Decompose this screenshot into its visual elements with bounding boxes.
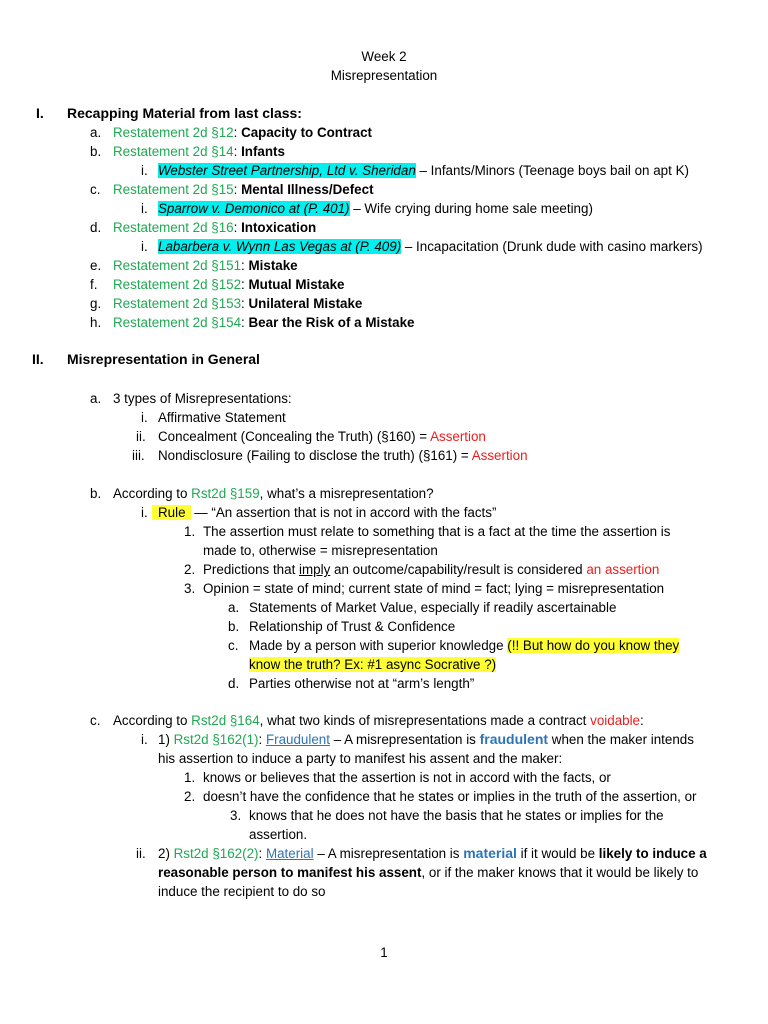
item-text: Statements of Market Value, especially if readily ascertainable <box>249 600 617 615</box>
list-marker: b. <box>228 619 240 634</box>
item-text: doesn’t have the confidence that he states or implies in the truth of the assertion, or <box>203 789 697 804</box>
bold-term: material <box>463 845 517 861</box>
list-marker: a. <box>228 600 240 615</box>
list-marker: 1. <box>184 770 196 785</box>
material-link[interactable]: Material <box>265 846 314 861</box>
case-note: – Wife crying during home sale meeting) <box>349 201 593 216</box>
list-marker: ii. <box>136 846 146 861</box>
text: According to <box>113 713 192 728</box>
recap-title: Capacity to Contract <box>241 125 373 140</box>
item-text: Made by a person with superior knowledge <box>249 638 508 653</box>
rule-text: — “An assertion that is not in accord with the facts” <box>190 505 497 520</box>
list-marker: ii. <box>136 429 146 444</box>
item-text: Opinion = state of mind; current state of mind = fact; lying = misrepresentation <box>203 581 665 596</box>
text: , what’s a misrepresentation? <box>259 486 434 501</box>
underlined-word: imply <box>299 562 331 577</box>
restatement-ref: Restatement 2d §154 <box>113 315 242 330</box>
item-text: knows that he does not have the basis that he states or implies for the <box>249 808 664 823</box>
item-text: induce the recipient to do so <box>158 884 326 899</box>
restatement-ref: Restatement 2d §15 <box>113 182 234 197</box>
week-heading: Week 2 <box>361 49 407 64</box>
list-marker: 1. <box>184 524 196 539</box>
list-marker: 3. <box>230 808 242 823</box>
recap-title: Unilateral Mistake <box>248 296 363 311</box>
list-marker: iii. <box>132 448 145 463</box>
list-marker: i. <box>141 732 148 747</box>
highlighted-note: (!! But how do you know they <box>507 638 680 653</box>
list-marker: c. <box>90 713 101 728</box>
case-name: Sparrow v. Demonico at (P. 401) <box>158 201 350 216</box>
list-marker: 2. <box>184 562 196 577</box>
voidable-tag: voidable <box>590 713 641 728</box>
list-marker: h. <box>90 315 102 330</box>
assertion-tag: an assertion <box>586 562 660 577</box>
recap-title: Mental Illness/Defect <box>241 182 374 197</box>
restatement-ref: Restatement 2d §12 <box>113 125 234 140</box>
restatement-ref: Rst2d §159 <box>191 486 260 501</box>
case-note: – Infants/Minors (Teenage boys bail on apt K) <box>415 163 689 178</box>
restatement-ref: Rst2d §162(2) <box>173 846 259 861</box>
item-text: assertion. <box>249 827 308 842</box>
restatement-ref: Restatement 2d §153 <box>113 296 242 311</box>
page-number: 1 <box>380 945 388 960</box>
restatement-ref: Rst2d §162(1) <box>173 732 259 747</box>
bold-text: reasonable person to manifest his assent <box>158 865 422 880</box>
list-marker: 2. <box>184 789 196 804</box>
restatement-ref: Restatement 2d §152 <box>113 277 242 292</box>
list-marker: i. <box>141 163 148 178</box>
recap-title: Infants <box>241 144 285 159</box>
restatement-ref: Restatement 2d §16 <box>113 220 234 235</box>
section-title: Recapping Material from last class: <box>67 105 302 121</box>
type-text: Nondisclosure (Failing to disclose the truth) (§161) = <box>158 448 472 463</box>
list-marker: f. <box>90 277 98 292</box>
list-marker: i. <box>141 201 148 216</box>
text: : <box>258 732 266 747</box>
list-marker: i. <box>141 239 148 254</box>
list-marker: i. <box>141 410 148 425</box>
text: : <box>258 846 266 861</box>
recap-title: Mistake <box>248 258 298 273</box>
case-name: Labarbera v. Wynn Las Vegas at (P. 409) <box>158 239 402 254</box>
fraudulent-link[interactable]: Fraudulent <box>265 732 330 747</box>
item-text: his assertion to induce a party to manifest his assent and the maker: <box>158 751 563 766</box>
type-text: Affirmative Statement <box>158 410 286 425</box>
text: , what two kinds of misrepresentations made a contract <box>259 713 591 728</box>
item-text: made to, otherwise = misrepresentation <box>203 543 438 558</box>
text: 2) <box>158 846 174 861</box>
text: if it would be <box>516 846 599 861</box>
restatement-ref: Restatement 2d §151 <box>113 258 242 273</box>
item-text: Relationship of Trust & Confidence <box>249 619 456 634</box>
highlighted-note: know the truth? Ex: #1 async Socrative ?) <box>249 657 497 672</box>
list-marker: a. <box>90 125 102 140</box>
bold-text: likely to induce a <box>598 846 707 861</box>
type-text: Concealment (Concealing the Truth) (§160) = <box>158 429 431 444</box>
document-page: Week 2 Misrepresentation I. Recapping Material from last class: a. Restatement 2d §12: Capacity to Contract b. Restatement 2d §14: Infants i. Webster Street Partnership, Ltd v. Sheridan – Infants/Minors (Teenage boys bail on apt K) c. Restatement 2d §15: Mental Illness/Defect i. Sparrow v. Demonico at (P. 401) – Wife crying during home sale meeting) d. Restatement 2d §16: Intoxication i. Labarbera v. Wynn Las Vegas at (P. 409) – Incapacitation (Drunk dude with casino markers) e. Restatement 2d §151: Mistake f. Restatement 2d §152: Mutual Mistake g. Restatement 2d §153: Unilateral Mistake h. Restatement 2d §154: Bear the Risk of a Mistake II. Misrepresentation in General a. 3 types of Misrepresentations: i. Affirmative Statement ii. Concealment (Concealing the Truth) (§160) = Assertion iii. Nondisclosure (Failing to disclose the truth) (§161) = Assertion b. According to Rst2d §159, what’s a misrepresentation? i. Rule — “An assertion that is not in accord with the facts” 1. The assertion must relate to something that is a fact at the time the assertion is made to, otherwise = misrepresentation 2. Predictions that imply an outcome/capability/result is considered an assertion 3. Opinion = state of mind; current state of mind = fact; lying = misrepresentation a. Statements of Market Value, especially if readily ascertainable b. Relationship of Trust & Confidence c. Made by a person with superior knowledge (!! But how do you know they know the truth? Ex: #1 async Socrative ?) d. Parties otherwise not at “arm’s length” c. According to Rst2d §164, what two kinds of misrepresentations made a contract voidable: i. 1) Rst2d §162(1): Fraudulent – A misrepresentation is fraudulent when the maker intends his assertion to induce a party to manifest his assent and the maker: 1. knows or believes that the assertion is not in accord with the facts, or 2. doesn’t have the confidence that he states or implies in the truth of the assertion, or 3. knows that he does not have the basis that he states or implies for the assertion. ii. 2) Rst2d §162(2): Material – A misrepresentation is material if it would be likely to induce a reasonable person to manifest his assent, or if the maker knows that it would be likely to induce the recipient to do so 1 <box>0 0 768 1024</box>
list-marker: c. <box>90 182 101 197</box>
text: an outcome/capability/result is considered <box>330 562 587 577</box>
case-note: – Incapacitation (Drunk dude with casino markers) <box>401 239 703 254</box>
list-marker: e. <box>90 258 102 273</box>
text: : <box>640 713 644 728</box>
types-heading: 3 types of Misrepresentations: <box>113 391 292 406</box>
list-marker: b. <box>90 144 102 159</box>
text: when the maker intends <box>548 732 694 747</box>
list-marker: b. <box>90 486 102 501</box>
case-name: Webster Street Partnership, Ltd v. Sheridan <box>158 163 416 178</box>
list-marker: i. <box>141 505 148 520</box>
item-text: knows or believes that the assertion is not in accord with the facts, or <box>203 770 611 785</box>
item-text: The assertion must relate to something that is a fact at the time the assertion is <box>203 524 671 539</box>
bold-term: fraudulent <box>479 731 549 747</box>
text: – A misrepresentation is <box>329 732 480 747</box>
recap-title: Intoxication <box>241 220 317 235</box>
list-marker: 3. <box>184 581 196 596</box>
topic-heading: Misrepresentation <box>330 68 438 83</box>
text: , or if the maker knows that it would be likely to <box>421 865 699 880</box>
text: Predictions that <box>203 562 300 577</box>
assertion-tag: Assertion <box>471 448 528 463</box>
restatement-ref: Restatement 2d §14 <box>113 144 234 159</box>
section-numeral: I. <box>36 105 44 121</box>
recap-title: Mutual Mistake <box>248 277 345 292</box>
text: 1) <box>158 732 174 747</box>
recap-title: Bear the Risk of a Mistake <box>248 315 415 330</box>
rule-label: Rule <box>152 505 191 520</box>
assertion-tag: Assertion <box>430 429 486 444</box>
section-title: Misrepresentation in General <box>67 351 260 367</box>
section-numeral: II. <box>32 351 44 367</box>
text: According to <box>113 486 192 501</box>
text: – A misrepresentation is <box>313 846 464 861</box>
list-marker: d. <box>90 220 102 235</box>
list-marker: c. <box>228 638 239 653</box>
list-marker: a. <box>90 391 102 406</box>
list-marker: d. <box>228 676 240 691</box>
restatement-ref: Rst2d §164 <box>191 713 260 728</box>
list-marker: g. <box>90 296 102 311</box>
item-text: Parties otherwise not at “arm’s length” <box>249 676 475 691</box>
